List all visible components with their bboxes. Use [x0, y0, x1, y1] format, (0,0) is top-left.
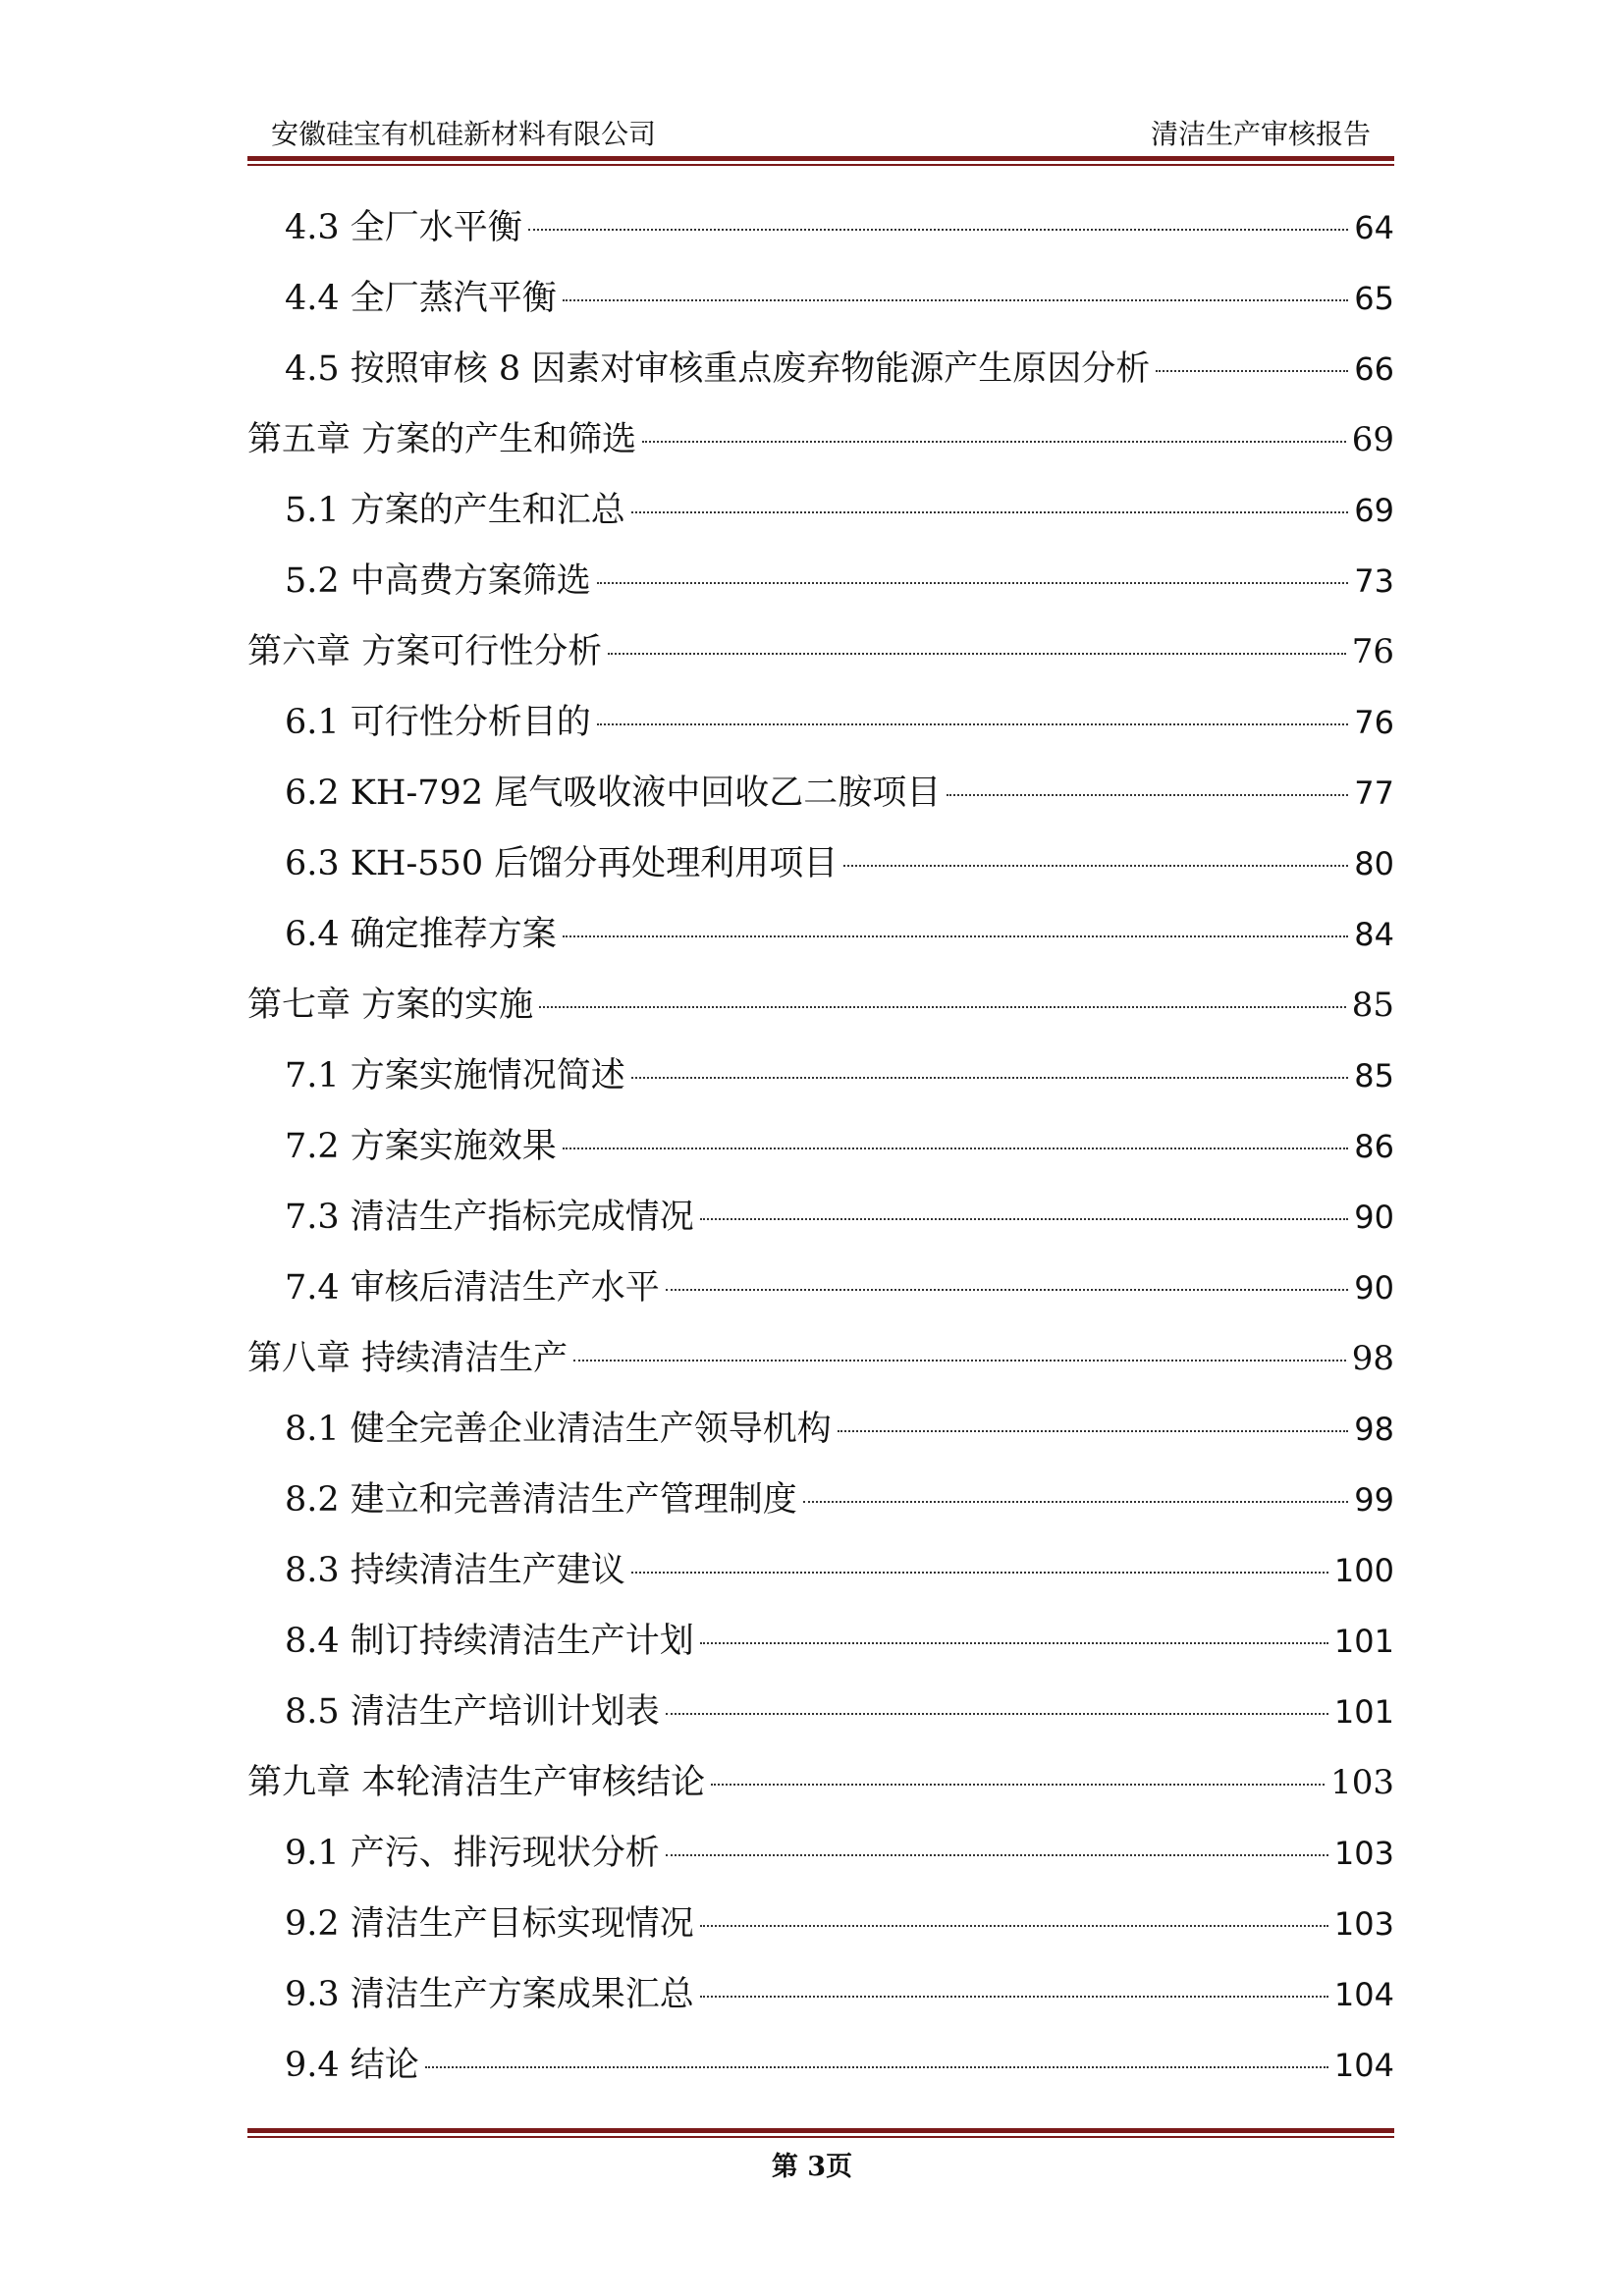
toc-section-entry[interactable] — [247, 1677, 1394, 1747]
toc-entry-page: 103 — [1333, 1835, 1394, 1872]
company-name: 安徽硅宝有机硅新材料有限公司 — [271, 118, 657, 150]
toc-entry-title: 7.4 审核后清洁生产水平 — [285, 1268, 660, 1308]
toc-entry-title: 6.1 可行性分析目的 — [285, 703, 591, 742]
toc-entry-page: 80 — [1354, 845, 1394, 882]
toc-entry-title: 6.2 KH-792 尾气吸收液中回收乙二胺项目 — [285, 774, 942, 813]
footer-rule-thin — [247, 2136, 1394, 2138]
toc-chapter-entry[interactable] — [247, 970, 1394, 1041]
toc-entry-title: 8.4 制订持续清洁生产计划 — [285, 1622, 694, 1661]
toc-section-entry[interactable] — [247, 687, 1394, 758]
toc-dot-leader — [631, 1572, 1328, 1574]
toc-section-entry[interactable] — [247, 1818, 1394, 1889]
toc-dot-leader — [597, 723, 1348, 725]
page-number: 第 3页 — [771, 2152, 853, 2182]
toc-entry-page: 66 — [1354, 350, 1394, 388]
toc-entry-page: 99 — [1354, 1481, 1394, 1519]
table-of-contents — [247, 192, 1394, 2101]
toc-entry-title: 8.2 建立和完善清洁生产管理制度 — [285, 1480, 797, 1520]
toc-dot-leader — [803, 1501, 1348, 1503]
toc-section-entry[interactable] — [247, 1959, 1394, 2030]
toc-section-entry[interactable] — [247, 1041, 1394, 1111]
header-rule-thin — [247, 164, 1394, 166]
toc-entry-title: 第七章 方案的实施 — [247, 986, 534, 1025]
toc-dot-leader — [700, 1996, 1328, 1998]
toc-entry-title: 4.3 全厂水平衡 — [285, 208, 522, 247]
toc-section-entry[interactable] — [247, 899, 1394, 970]
toc-entry-title: 9.1 产污、排污现状分析 — [285, 1834, 660, 1873]
toc-entry-page: 85 — [1351, 986, 1394, 1025]
toc-entry-title: 8.5 清洁生产培训计划表 — [285, 1692, 660, 1732]
toc-dot-leader — [1156, 370, 1348, 372]
toc-section-entry[interactable] — [247, 1889, 1394, 1959]
toc-entry-title: 9.3 清洁生产方案成果汇总 — [285, 1975, 694, 2014]
toc-entry-page: 90 — [1354, 1199, 1394, 1236]
toc-section-entry[interactable] — [247, 334, 1394, 404]
toc-dot-leader — [631, 511, 1348, 513]
toc-section-entry[interactable] — [247, 1111, 1394, 1182]
toc-section-entry[interactable] — [247, 828, 1394, 899]
toc-entry-title: 7.3 清洁生产指标完成情况 — [285, 1198, 694, 1237]
toc-dot-leader — [563, 1148, 1348, 1149]
toc-dot-leader — [642, 441, 1346, 443]
toc-entry-page: 104 — [1333, 2047, 1394, 2084]
toc-entry-page: 76 — [1351, 632, 1394, 671]
footer-rule — [247, 2128, 1394, 2140]
report-title: 清洁生产审核报告 — [1150, 118, 1371, 150]
toc-entry-page: 101 — [1333, 1693, 1394, 1731]
toc-section-entry[interactable] — [247, 192, 1394, 263]
toc-entry-page: 90 — [1354, 1269, 1394, 1307]
toc-dot-leader — [666, 1854, 1328, 1856]
toc-entry-title: 7.1 方案实施情况简述 — [285, 1056, 625, 1095]
toc-dot-leader — [947, 794, 1348, 796]
toc-entry-title: 8.3 持续清洁生产建议 — [285, 1551, 625, 1590]
toc-entry-page: 77 — [1354, 774, 1394, 812]
toc-entry-title: 7.2 方案实施效果 — [285, 1127, 557, 1166]
toc-entry-title: 第五章 方案的产生和筛选 — [247, 420, 637, 459]
toc-section-entry[interactable] — [247, 475, 1394, 546]
toc-entry-title: 8.1 健全完善企业清洁生产领导机构 — [285, 1410, 832, 1449]
toc-dot-leader — [843, 865, 1348, 867]
toc-dot-leader — [528, 229, 1348, 231]
page-header — [247, 116, 1394, 153]
toc-entry-page: 103 — [1333, 1905, 1394, 1943]
toc-dot-leader — [666, 1289, 1348, 1291]
toc-section-entry[interactable] — [247, 758, 1394, 828]
toc-dot-leader — [563, 935, 1348, 937]
toc-dot-leader — [631, 1077, 1348, 1079]
toc-dot-leader — [573, 1360, 1346, 1362]
toc-entry-page: 73 — [1354, 562, 1394, 600]
toc-entry-page: 85 — [1354, 1057, 1394, 1095]
toc-section-entry[interactable] — [247, 1394, 1394, 1465]
toc-section-entry[interactable] — [247, 546, 1394, 616]
toc-entry-title: 5.1 方案的产生和汇总 — [285, 491, 625, 530]
toc-entry-title: 第九章 本轮清洁生产审核结论 — [247, 1763, 706, 1802]
toc-chapter-entry[interactable] — [247, 616, 1394, 687]
toc-section-entry[interactable] — [247, 1535, 1394, 1606]
toc-entry-title: 4.4 全厂蒸汽平衡 — [285, 279, 557, 318]
toc-dot-leader — [700, 1642, 1328, 1644]
toc-section-entry[interactable] — [247, 1182, 1394, 1253]
toc-entry-title: 9.4 结论 — [285, 2046, 419, 2085]
toc-dot-leader — [666, 1713, 1328, 1715]
toc-entry-page: 86 — [1354, 1128, 1394, 1165]
toc-chapter-entry[interactable] — [247, 1323, 1394, 1394]
toc-entry-page: 98 — [1354, 1411, 1394, 1448]
toc-entry-title: 6.4 确定推荐方案 — [285, 915, 557, 954]
toc-dot-leader — [700, 1925, 1328, 1927]
toc-entry-title: 4.5 按照审核 8 因素对审核重点废弃物能源产生原因分析 — [285, 349, 1151, 389]
toc-dot-leader — [539, 1006, 1346, 1008]
toc-dot-leader — [711, 1784, 1325, 1786]
toc-dot-leader — [597, 582, 1348, 584]
toc-section-entry[interactable] — [247, 2030, 1394, 2101]
toc-section-entry[interactable] — [247, 1465, 1394, 1535]
toc-entry-page: 104 — [1333, 1976, 1394, 2013]
toc-dot-leader — [608, 653, 1346, 655]
header-rule-thick — [247, 156, 1394, 161]
toc-entry-title: 9.2 清洁生产目标实现情况 — [285, 1904, 694, 1944]
toc-entry-title: 6.3 KH-550 后馏分再处理利用项目 — [285, 844, 839, 883]
toc-entry-title: 第六章 方案可行性分析 — [247, 632, 603, 671]
toc-dot-leader — [563, 299, 1348, 301]
toc-dot-leader — [838, 1430, 1348, 1432]
toc-entry-title: 5.2 中高费方案筛选 — [285, 561, 591, 601]
toc-dot-leader — [425, 2066, 1328, 2068]
toc-dot-leader — [700, 1218, 1348, 1220]
toc-entry-page: 69 — [1351, 420, 1394, 459]
toc-entry-page: 65 — [1354, 280, 1394, 317]
toc-entry-page: 76 — [1354, 704, 1394, 741]
toc-entry-page: 69 — [1354, 492, 1394, 529]
toc-entry-page: 84 — [1354, 916, 1394, 953]
toc-section-entry[interactable] — [247, 263, 1394, 334]
toc-entry-page: 100 — [1333, 1552, 1394, 1589]
toc-section-entry[interactable] — [247, 1606, 1394, 1677]
toc-entry-page: 103 — [1330, 1763, 1394, 1802]
header-rule — [247, 156, 1394, 168]
toc-entry-page: 101 — [1333, 1623, 1394, 1660]
toc-chapter-entry[interactable] — [247, 1747, 1394, 1818]
toc-section-entry[interactable] — [247, 1253, 1394, 1323]
toc-entry-page: 64 — [1354, 209, 1394, 246]
footer-rule-thick — [247, 2128, 1394, 2133]
toc-entry-page: 98 — [1351, 1339, 1394, 1378]
toc-chapter-entry[interactable] — [247, 404, 1394, 475]
toc-entry-title: 第八章 持续清洁生产 — [247, 1339, 568, 1378]
